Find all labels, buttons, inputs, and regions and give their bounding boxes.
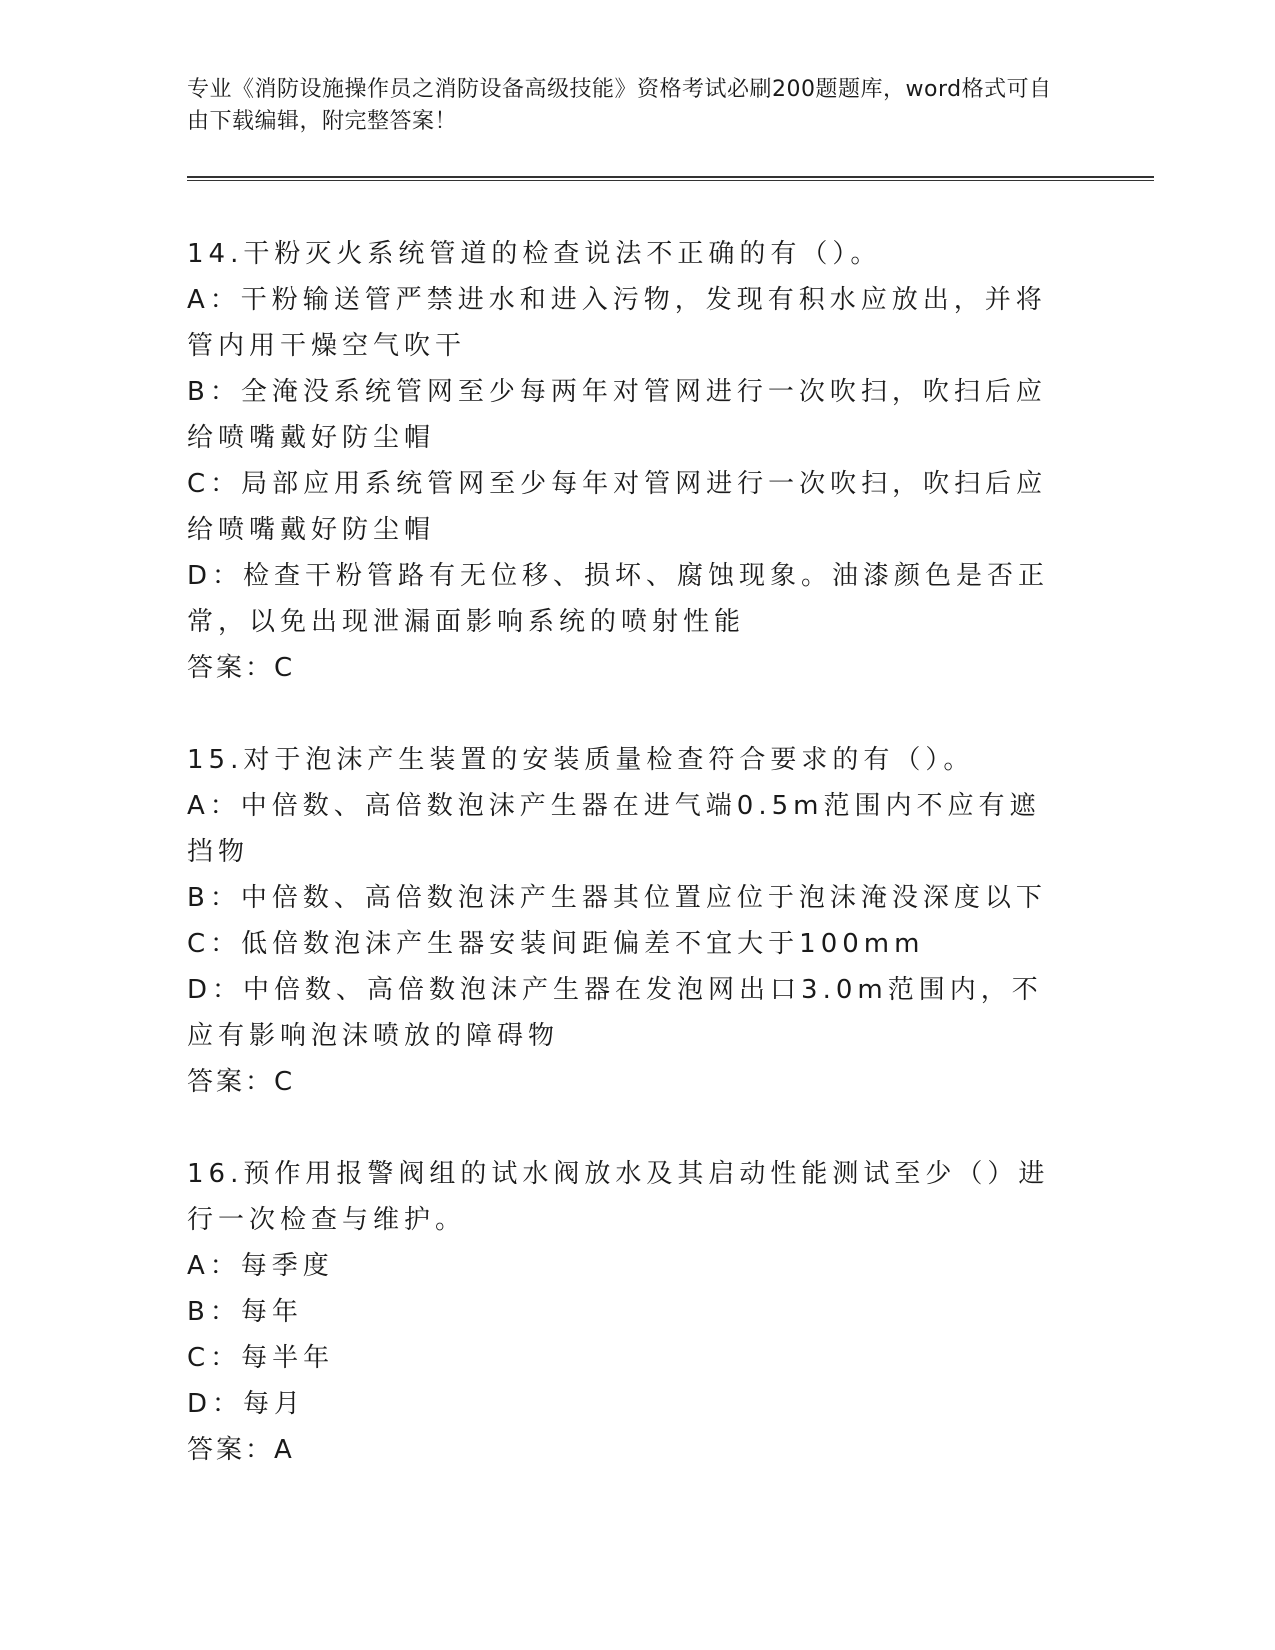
option-b: B：中倍数、高倍数泡沫产生器其位置应位于泡沫淹没深度以下 [187,883,1047,913]
option-a: A：中倍数、高倍数泡沫产生器在进气端0.5m范围内不应有遮挡物 [187,791,1041,867]
answer: 答案：A [187,1435,295,1465]
option-b: B：每年 [187,1297,303,1327]
divider-line-bottom [187,180,1154,181]
question-stem: 15.对于泡沫产生装置的安装质量检查符合要求的有（）。 [187,745,975,775]
question-15 [187,737,1067,1105]
question-14 [187,231,1067,691]
option-d: D：中倍数、高倍数泡沫产生器在发泡网出口3.0m范围内，不应有影响泡沫喷放的障碍物 [187,975,1043,1051]
divider-line-top [187,176,1154,178]
option-a: A：干粉输送管严禁进水和进入污物，发现有积水应放出，并将管内用干燥空气吹干 [187,285,1047,361]
document-header: 专业《消防设施操作员之消防设备高级技能》资格考试必刷200题题库，word格式可自由下载编辑，附完整答案！ [187,77,1052,134]
question-stem: 16.预作用报警阀组的试水阀放水及其启动性能测试至少（）进行一次检查与维护。 [187,1159,1050,1235]
option-c: C：每半年 [187,1343,335,1373]
answer: 答案：C [187,653,296,683]
question-stem: 14.干粉灭火系统管道的检查说法不正确的有（）。 [187,239,882,269]
option-b: B：全淹没系统管网至少每两年对管网进行一次吹扫，吹扫后应给喷嘴戴好防尘帽 [187,377,1047,453]
header-divider [187,176,1154,182]
option-c: C：局部应用系统管网至少每年对管网进行一次吹扫，吹扫后应给喷嘴戴好防尘帽 [187,469,1048,545]
answer: 答案：C [187,1067,296,1097]
question-16 [187,1151,1067,1473]
question-list [187,231,1067,1519]
option-d: D：每月 [187,1389,306,1419]
option-a: A：每季度 [187,1251,334,1281]
option-d: D：检查干粉管路有无位移、损坏、腐蚀现象。油漆颜色是否正常，以免出现泄漏面影响系统的喷射性能 [187,561,1050,637]
option-c: C：低倍数泡沫产生器安装间距偏差不宜大于100mm [187,929,925,959]
